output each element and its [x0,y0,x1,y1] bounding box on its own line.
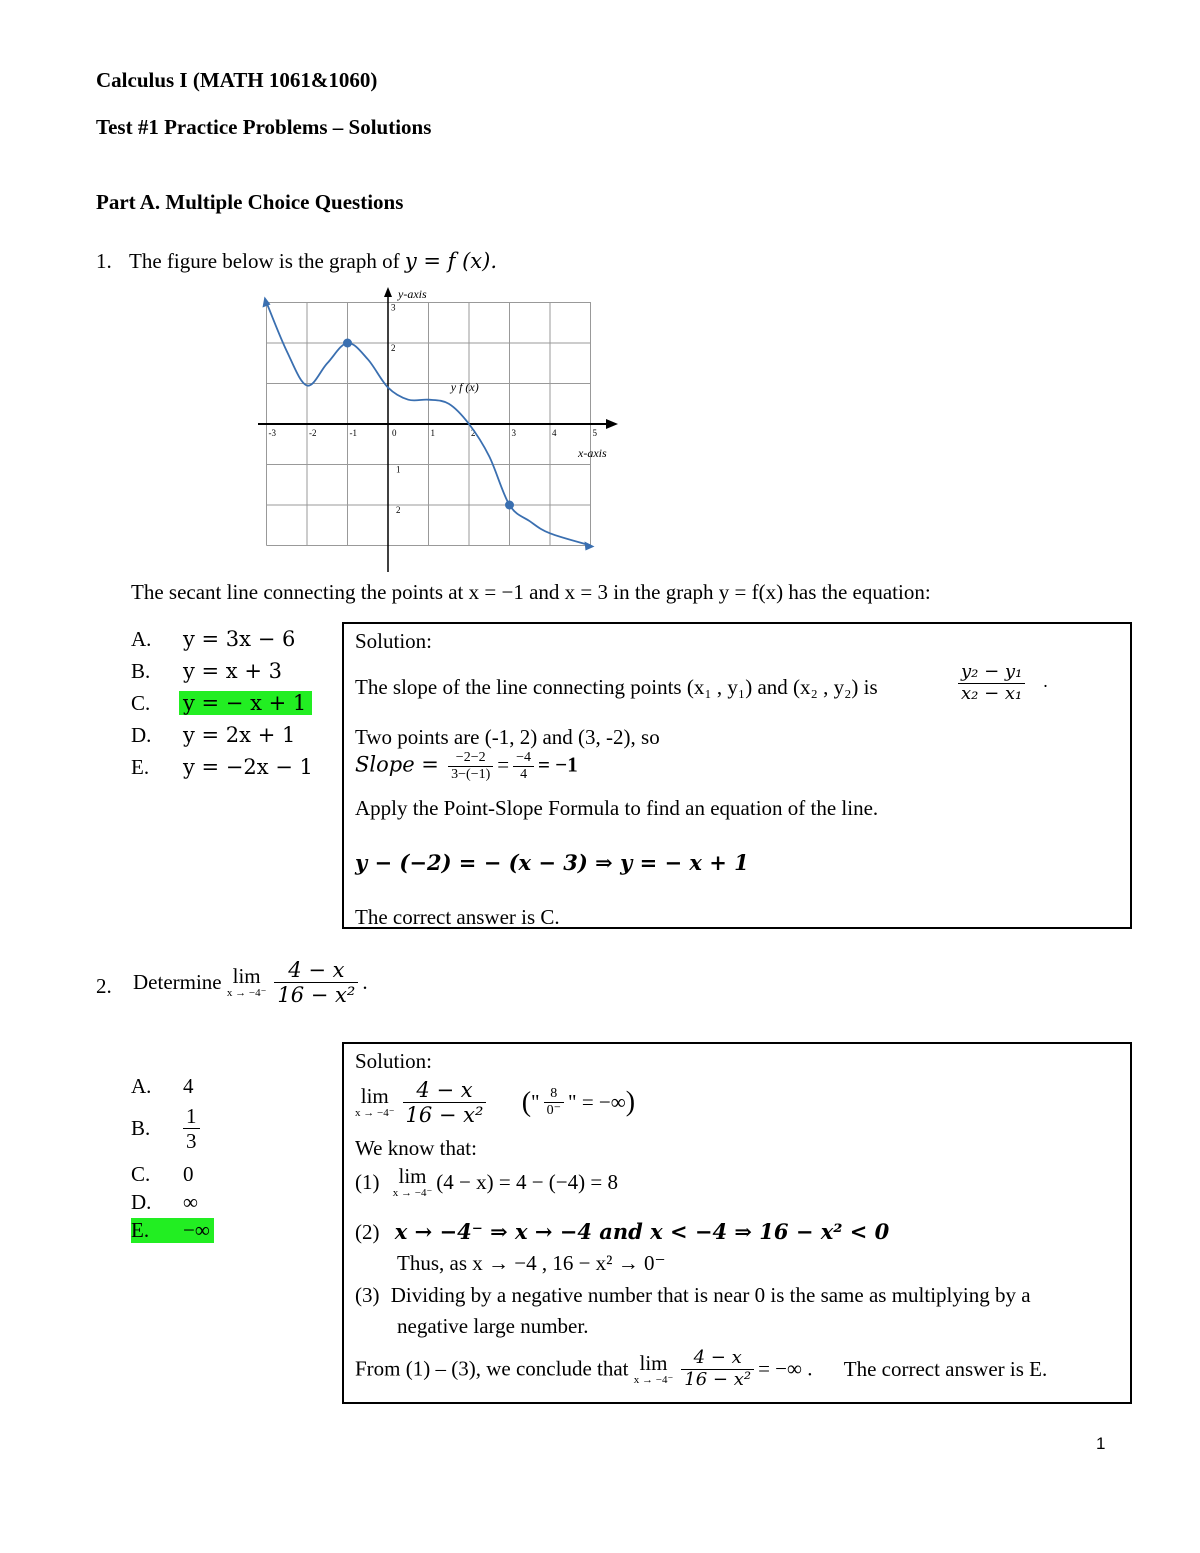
test-title: Test #1 Practice Problems – Solutions [96,115,432,139]
q2-step1-lim-sub: x → −4⁻ [392,1187,433,1199]
q2-lim-word: lim [232,964,261,989]
q2-step2 [355,1219,889,1245]
q1-slope-formula [954,662,1048,704]
q1-choice-text: y = −2x − 1 [183,755,313,779]
x-axis-arrow [606,419,618,429]
q2-paren-open: ( [521,1086,532,1118]
q1-apply: Apply the Point-Slope Formula to find an equation of the line. [355,796,879,820]
slope-frac2-den: 4 [520,767,528,783]
q2-step3-label: (3) [355,1283,380,1307]
y-tick-label: 2 [396,505,401,515]
x-tick-label: 0 [392,428,397,438]
q2-choice-a [131,1074,194,1099]
q2-step1-label: (1) [355,1170,380,1195]
y-axis-arrow [384,287,392,297]
q1-choice-a [131,627,295,652]
q2-sol-frac-den: 16 − x² [405,1103,484,1128]
q1-choice-label: A. [131,627,152,651]
q1-choice-text: y = x + 3 [183,659,282,683]
q1-choice-c [131,691,312,716]
q2-ind-num: 8 [544,1086,564,1103]
q1-choice-text: y = 2x + 1 [183,723,296,747]
q2-choice-frac-num: 1 [183,1104,200,1129]
q2-ind-result: " = −∞ [568,1090,626,1115]
q2-ind-den: 0⁻ [546,1103,561,1119]
q2-choice-c [131,1162,194,1187]
page-number: 1 [1096,1434,1106,1453]
slope-frac1-den: 3−(−1) [451,767,491,783]
q1-prompt-math: y = f (x). [404,249,498,273]
x-tick-label: 5 [592,428,597,438]
marked-point [343,339,352,348]
q1-solution-box [342,622,1132,929]
course-title: Calculus I (MATH 1061&1060) [96,68,378,92]
x-tick-label: 1 [430,428,435,438]
q1-equation: y − (−2) = − (x − 3) ⇒ y = − x + 1 [355,850,749,875]
q2-sol-frac-num: 4 − x [403,1078,487,1103]
q2-choice-text: 0 [183,1162,194,1186]
q2-step3-text2: negative large number. [397,1314,589,1338]
q2-frac-num: 4 − x [274,958,358,983]
q2-quote-open: " [531,1090,540,1115]
secant-question: The secant line connecting the points at x = −1 and x = 3 in the graph y = f(x) has the equation: [131,580,931,604]
x-tick-label: -1 [349,428,357,438]
q2-step2-text: x → −4⁻ ⇒ x → −4 and x < −4 ⇒ 16 − x² < 0 [394,1219,890,1244]
q1-choice-label: C. [131,691,151,715]
q2-solution-title: Solution: [355,1049,433,1073]
q2-lim-sub: x → −4⁻ [226,987,267,1000]
curve-arrow-end [585,542,595,551]
q2-choice-label: C. [131,1162,151,1186]
q2-choice-label: A. [131,1074,152,1098]
q2-step1 [355,1166,618,1199]
q1-answer: The correct answer is C. [355,905,560,929]
q2-we-know: We know that: [355,1136,477,1160]
q2-choice-label: B. [131,1116,151,1141]
q1-choice-text: y = 3x − 6 [183,627,296,651]
q1-prompt-text: The figure below is the graph of [129,249,405,273]
q2-prompt-period: . [362,970,368,995]
q2-step2-label: (2) [355,1220,380,1244]
q2-choice-label: E. [131,1218,150,1242]
q2-conclude-frac-num: 4 − x [681,1348,754,1370]
q2-conclude-result: = −∞ . [758,1356,813,1381]
q2-step3 [355,1283,1031,1308]
q2-frac-den: 16 − x² [277,983,356,1008]
q2-sol-lim-word: lim [360,1084,389,1109]
q1-solution-title: Solution: [355,629,433,653]
y-tick-label: 3 [391,302,396,313]
q1-slope-intro: The slope of the line connecting points (x₁ , y₁) and (x₂ , y₂) is [355,675,878,699]
q1-choice-text: y = − x + 1 [179,691,312,715]
q1-choice-label: E. [131,755,150,779]
x-tick-label: -2 [309,428,317,438]
q2-choice-d [131,1190,198,1215]
q2-sol-lim-sub: x → −4⁻ [355,1107,395,1120]
q2-choice-text: ∞ [183,1190,198,1214]
slope-formula-den: x₂ − x₁ [961,682,1023,704]
q2-choice-label: D. [131,1190,152,1214]
function-graph [250,282,630,574]
q2-conclude-lim-sub: x → −4⁻ [633,1373,674,1386]
slope-result: = −1 [538,752,578,777]
q2-step1-lim-word: lim [398,1164,427,1188]
q2-step2-thus: Thus, as x → −4 , 16 − x² → 0⁻ [397,1251,666,1275]
q2-choice-e [131,1218,214,1243]
q1-choice-label: D. [131,723,152,747]
q2-prompt-text: Determine [133,970,222,995]
y-tick-label: 2 [391,343,396,353]
q2-conclude-lim-word: lim [639,1350,668,1375]
y-axis-label: y-axis [398,287,427,301]
slope-frac2-num: −4 [513,750,534,767]
x-tick-label: 3 [511,428,516,438]
q2-solution-box [342,1042,1132,1404]
q2-conclude-frac-den: 16 − x² [684,1368,752,1390]
slope-frac1-num: −2−2 [448,750,493,767]
curve-label: y f (x) [450,379,479,394]
q2-answer: The correct answer is E. [843,1356,1048,1381]
y-tick-label: 1 [396,464,401,475]
q1-choice-d [131,723,295,748]
q2-choice-text: −∞ [183,1218,210,1242]
q1-choice-b [131,659,282,684]
x-tick-label: -3 [268,428,276,438]
q2-paren-close: ) [625,1086,636,1118]
q1-number: 1. [96,249,112,273]
q2-choice-frac-den: 3 [186,1129,197,1154]
slope-formula-num: y₂ − y₁ [958,662,1025,684]
x-tick-label: 2 [471,428,476,438]
q2-limit-expr [355,1078,635,1127]
q1-prompt [129,249,497,274]
q2-step3-text1: Dividing by a negative number that is near 0 is the same as multiplying by a [390,1283,1031,1307]
q2-choice-text: 4 [183,1074,194,1098]
q2-conclude [355,1348,1047,1390]
q2-choice-b [131,1104,204,1153]
q2-step1-text: (4 − x) = 4 − (−4) = 8 [436,1170,618,1195]
q1-choice-e [131,755,313,780]
x-tick-label: 4 [552,428,557,438]
q1-two-points: Two points are (-1, 2) and (3, -2), so [355,725,660,749]
q2-number: 2. [96,974,112,998]
marked-point [505,501,514,510]
q1-choice-label: B. [131,659,151,683]
q1-slope-calc: Slope = $\frac{-2-2}{3-(-1)}$ = $\frac{-4}{4}$ = −1 [355,750,578,783]
q2-conclude-text: From (1) – (3), we conclude that [355,1356,629,1381]
slope-word: Slope = [355,752,439,777]
x-axis-label: x-axis [578,446,607,460]
q2-prompt [133,958,368,1007]
part-heading: Part A. Multiple Choice Questions [96,190,404,214]
slope-formula-period: . [1043,671,1048,692]
